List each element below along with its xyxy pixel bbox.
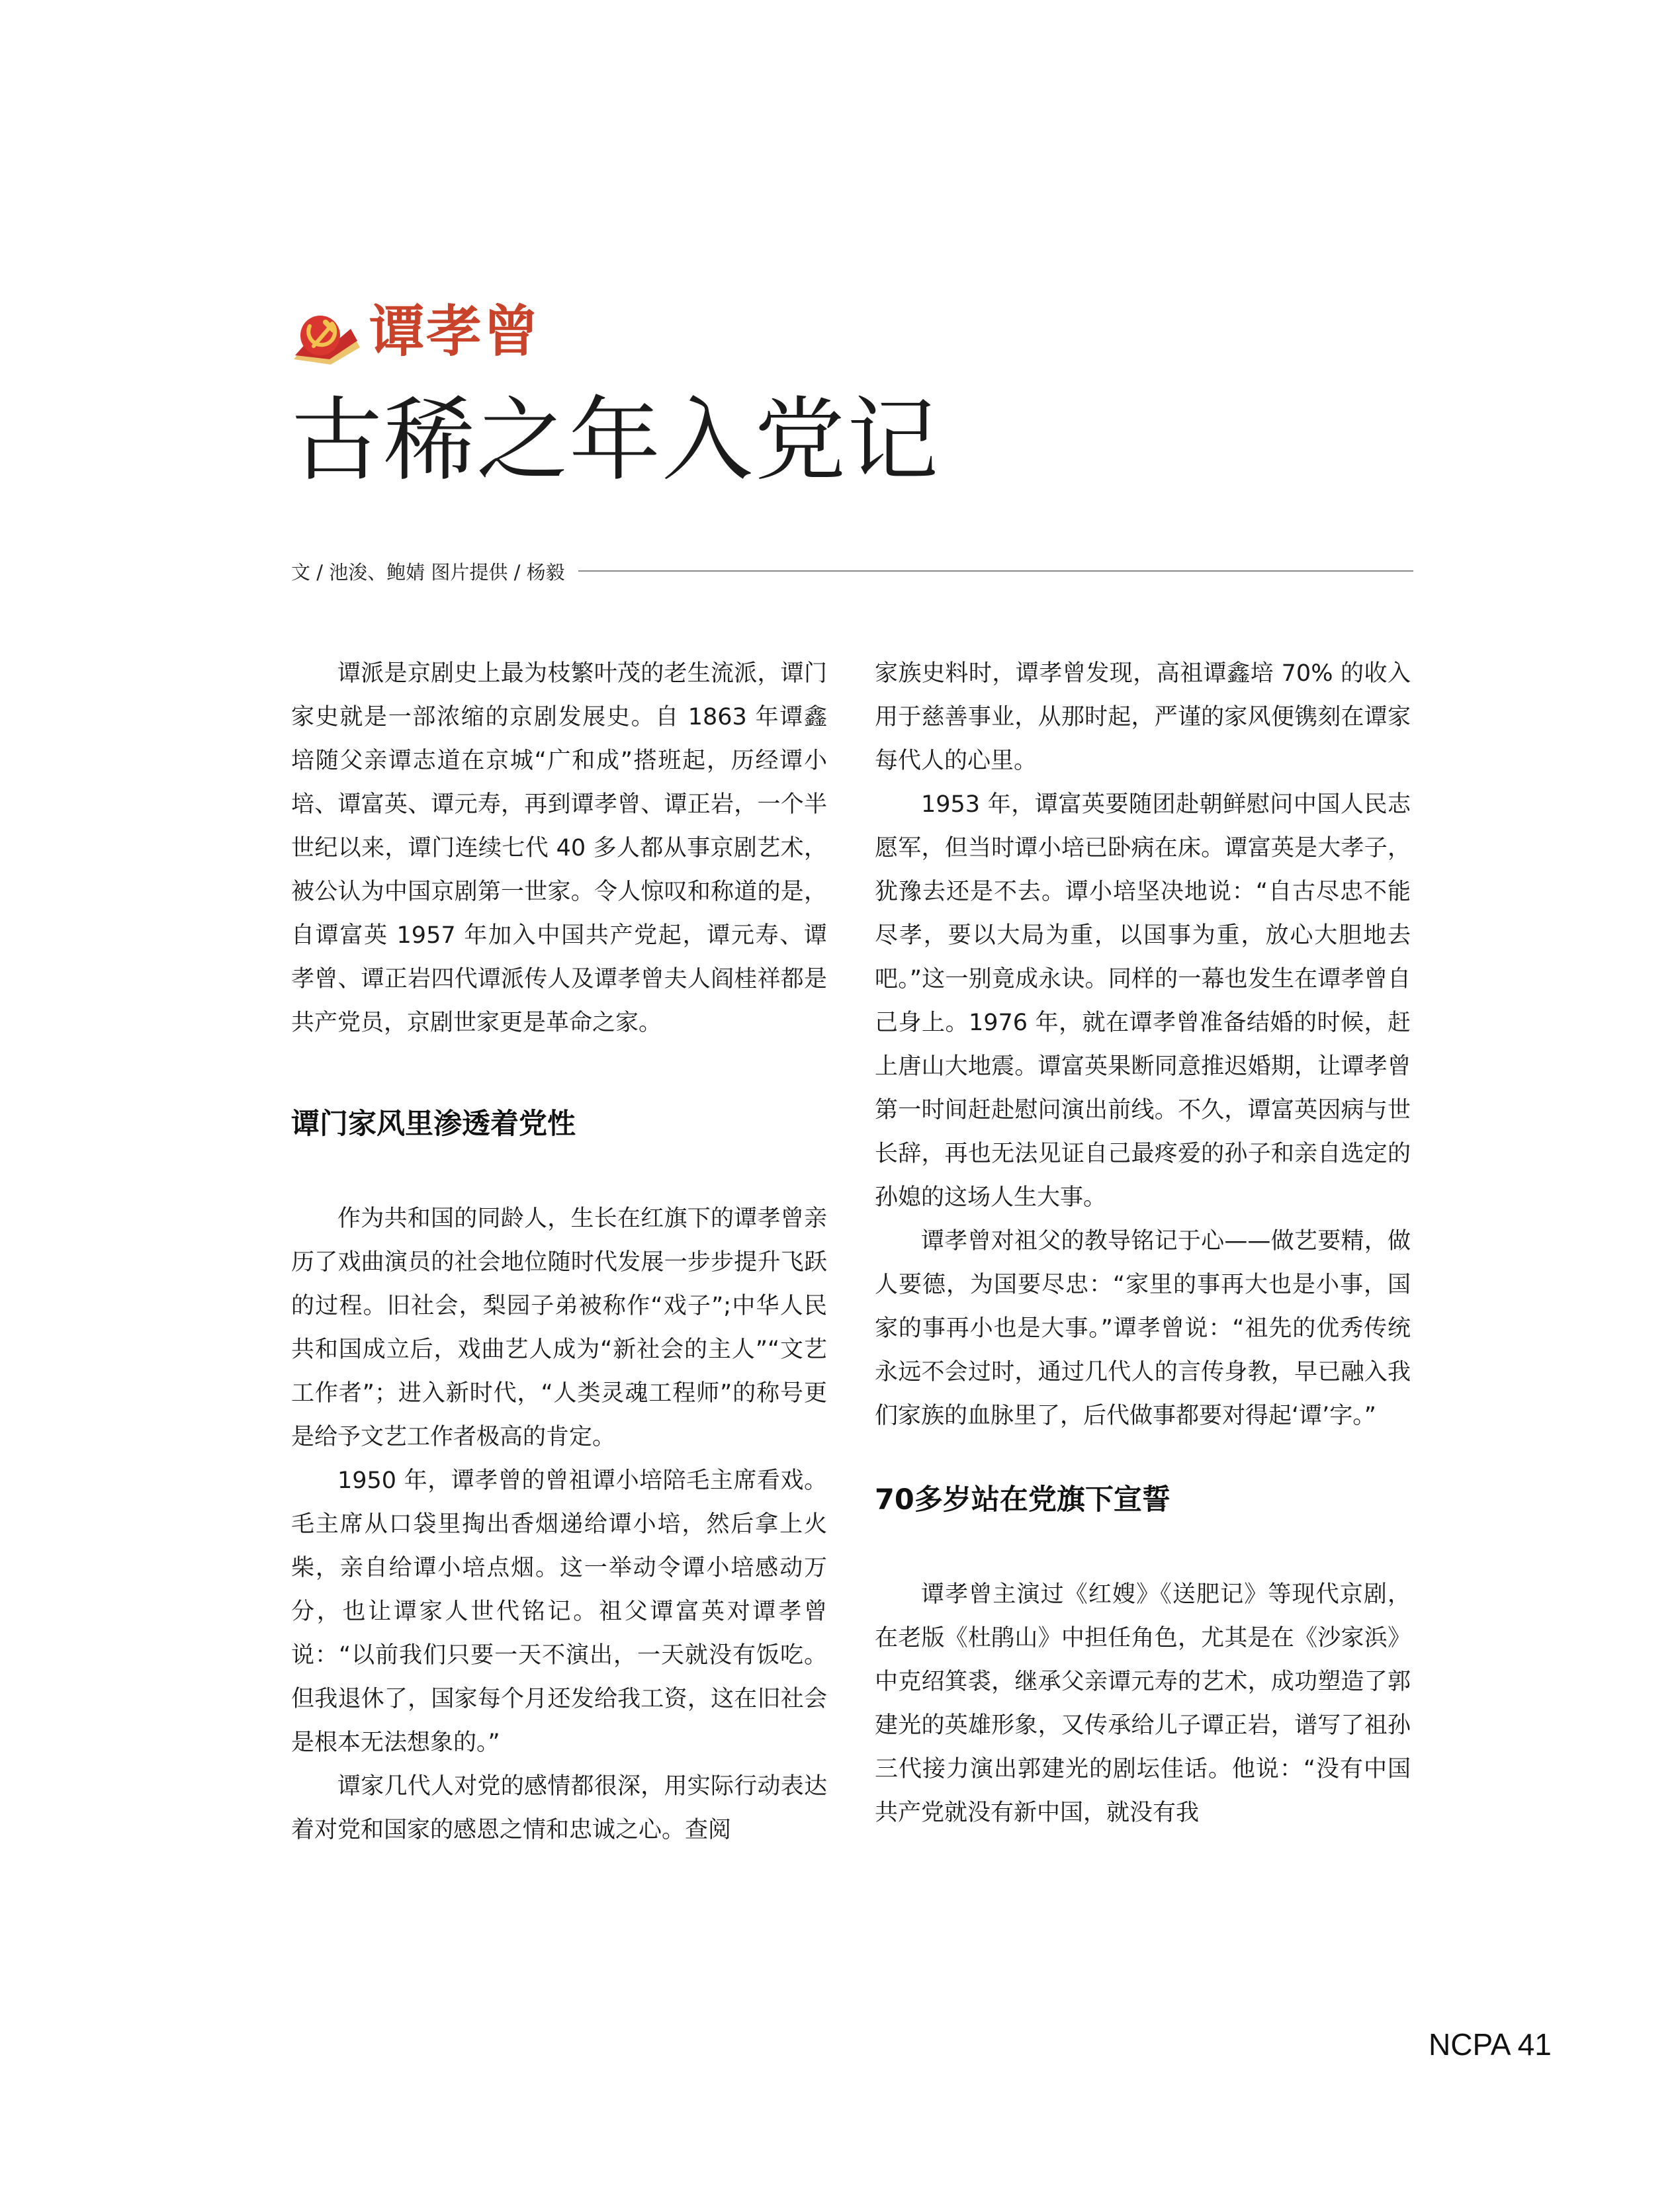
byline-text: 文 / 池浚、鲍婧 图片提供 / 杨毅 <box>291 560 565 584</box>
paragraph-4-end: 家族史料时，谭孝曾发现，高祖谭鑫培 70% 的收入用于慈善事业，从那时起，严谨的家风便镌刻在谭家每代人的心里。 <box>875 660 1411 774</box>
paragraph-6: 谭孝曾对祖父的教导铭记于心——做艺要精，做人要德，为国要尽忠：“家里的事再大也是小事，国家的事再小也是大事。”谭孝曾说：“祖先的优秀传统永远不会过时，通过几代人的言传身教，早已融入我们家族的血脉里了，后代做事都要对得起‘谭’字。” <box>875 1228 1411 1429</box>
paragraph-3: 1950 年，谭孝曾的曾祖谭小培陪毛主席看戏。毛主席从口袋里掏出香烟递给谭小培，然后拿上火柴，亲自给谭小培点烟。这一举动令谭小培感动万分，也让谭家人世代铭记。祖父谭富英对谭孝曾说：“以前我们只要一天不演出，一天就没有饭吃。但我退休了，国家每个月还发给我工资，这在旧社会是根本无法想象的。” <box>291 1467 827 1756</box>
right-column <box>875 652 1411 1835</box>
section-heading-2: 70多岁站在党旗下宣誓 <box>875 1483 1171 1516</box>
paragraph-2: 作为共和国的同龄人，生长在红旗下的谭孝曾亲历了戏曲演员的社会地位随时代发展一步步提升飞跃的过程。旧社会，梨园子弟被称作“戏子”;中华人民共和国成立后，戏曲艺人成为“新社会的主人”“文艺工作者”；进入新时代，“人类灵魂工程师”的称号更是给予文艺工作者极高的肯定。 <box>291 1205 827 1450</box>
paragraph-1: 谭派是京剧史上最为枝繁叶茂的老生流派，谭门家史就是一部浓缩的京剧发展史。自 1863 年谭鑫培随父亲谭志道在京城“广和成”搭班起，历经谭小培、谭富英、谭元寿，再到谭孝曾、谭正岩，一个半世纪以来，谭门连续七代 40 多人都从事京剧艺术，被公认为中国京剧第一世家。令人惊叹和称道的是，自谭富英 1957 年加入中国共产党起，谭元寿、谭孝曾、谭正岩四代谭派传人及谭孝曾夫人阎桂祥都是共产党员，京剧世家更是革命之家。 <box>291 660 827 1036</box>
party-emblem-icon <box>291 306 363 366</box>
byline <box>291 554 1413 588</box>
left-column <box>291 652 827 1852</box>
paragraph-7: 谭孝曾主演过《红嫂》《送肥记》等现代京剧，在老版《杜鹃山》中担任角色，尤其是在《沙家浜》中克绍箕裘，继承父亲谭元寿的艺术，成功塑造了郭建光的英雄形象，又传承给儿子谭正岩，谱写了祖孙三代接力演出郭建光的剧坛佳话。他说：“没有中国共产党就没有新中国，就没有我 <box>875 1581 1411 1826</box>
section-heading-1: 谭门家风里渗透着党性 <box>291 1108 576 1141</box>
subject-name: 谭孝曾 <box>369 299 541 364</box>
byline-rule <box>578 570 1413 572</box>
paragraph-4-start: 谭家几代人对党的感情都很深，用实际行动表达着对党和国家的感恩之情和忠诚之心。查阅 <box>291 1773 827 1843</box>
article-title: 古稀之年入党记 <box>291 387 940 494</box>
page-footer: NCPA 41 <box>1429 2027 1552 2062</box>
paragraph-5: 1953 年，谭富英要随团赴朝鲜慰问中国人民志愿军，但当时谭小培已卧病在床。谭富英是大孝子，犹豫去还是不去。谭小培坚决地说：“自古尽忠不能尽孝，要以大局为重，以国事为重，放心大胆地去吧。”这一别竟成永诀。同样的一幕也发生在谭孝曾自己身上。1976 年，就在谭孝曾准备结婚的时候，赶上唐山大地震。谭富英果断同意推迟婚期，让谭孝曾第一时间赶赴慰问演出前线。不久，谭富英因病与世长辞，再也无法见证自己最疼爱的孙子和亲自选定的孙媳的这场人生大事。 <box>875 791 1411 1211</box>
